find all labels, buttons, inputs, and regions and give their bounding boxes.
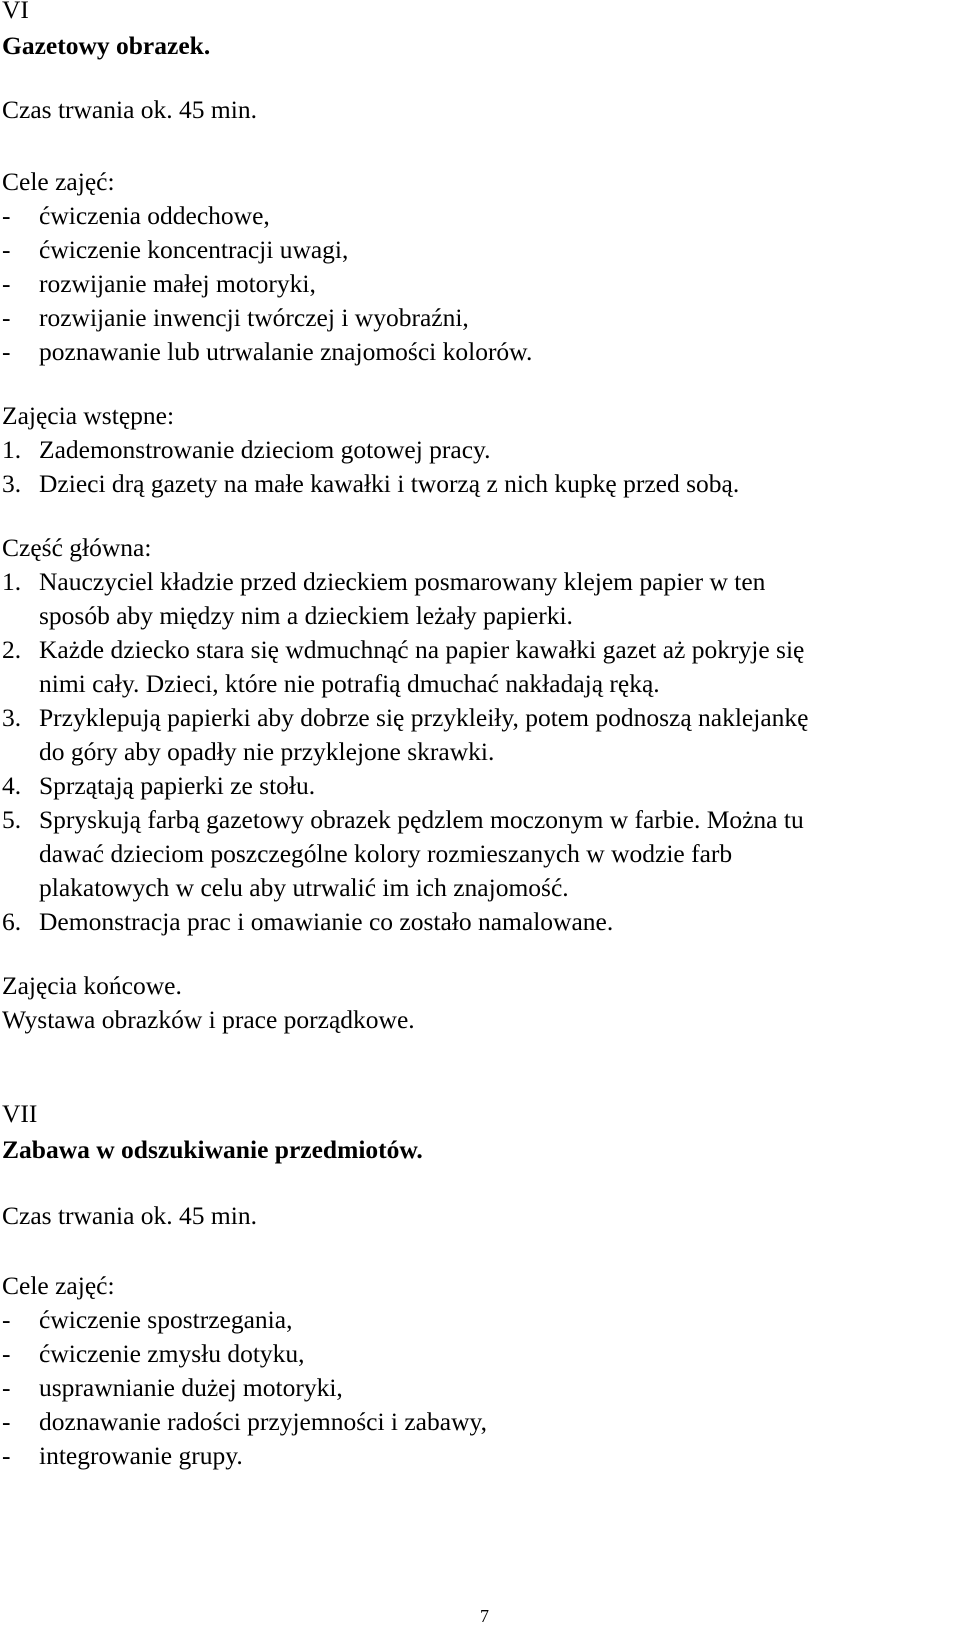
section-6-title: Gazetowy obrazek. (2, 31, 211, 60)
main-step-continuation: nimi cały. Dzieci, które nie potrafią dmuchać nakładają ręką. (39, 669, 660, 698)
main-step-continuation: sposób aby między nim a dzieckiem leżały papierki. (39, 601, 573, 630)
main-step-continuation: dawać dzieciom poszczególne kolory rozmieszanych w wodzie farb (39, 839, 733, 868)
section-7-duration: Czas trwania ok. 45 min. (2, 1201, 257, 1230)
section-7-goals-header: Cele zajęć: (2, 1271, 115, 1300)
end-text: Wystawa obrazków i prace porządkowe. (2, 1005, 415, 1034)
section-6-number: VI (2, 0, 29, 24)
section-6-goals-header: Cele zajęć: (2, 167, 115, 196)
section-7-number: VII (2, 1099, 38, 1128)
main-step-continuation: do góry aby opadły nie przyklejone skrawki. (39, 737, 495, 766)
main-header: Część główna: (2, 533, 152, 562)
section-7-title: Zabawa w odszukiwanie przedmiotów. (2, 1135, 423, 1164)
page-number: 7 (480, 1606, 489, 1626)
end-header: Zajęcia końcowe. (2, 971, 182, 1000)
intro-header: Zajęcia wstępne: (2, 401, 175, 430)
section-6-duration: Czas trwania ok. 45 min. (2, 95, 257, 124)
main-step-continuation: plakatowych w celu aby utrwalić im ich znajomość. (39, 873, 569, 902)
document-page: VI Gazetowy obrazek. Czas trwania ok. 45 min. Cele zajęć: - ćwiczenia oddechowe, - ćwiczenie koncentracji uwagi, - rozwijanie małej motoryki, - rozwijanie inwencji twórczej i wyobraźni, - poznawanie lub utrwalanie znajomości kolorów. Zajęcia wstępne: 1. Zademonstrowanie dzieciom gotowej pracy. 3. Dzieci drą gazety na małe kawałki i tworzą z nich kupkę przed sobą. Część główna: 1. Nauczyciel kładzie przed dzieckiem posmarowany klejem papier w ten sposób aby między nim a dzieckiem leżały papierki. 2. Każde dziecko stara się wdmuchnąć na papier kawałki gazet aż pokryje się nimi cały. Dzieci, które nie potrafią dmuchać nakładają ręką. 3. Przyklepują papierki aby dobrze się przykleiły, potem podnoszą naklejankę do góry aby opadły nie przyklejone skrawki. 4. Sprzątają papierki ze stołu. 5. Spryskują farbą gazetowy obrazek pędzlem moczonym w farbie. Można tu dawać dzieciom poszczególne kolory rozmieszanych w wodzie farb plakatowych w celu aby utrwalić im ich znajomość. 6. Demonstracja prac i omawianie co zostało namalowane. Zajęcia końcowe. Wystawa obrazków i prace porządkowe. VII Zabawa w odszukiwanie przedmiotów. Czas trwania ok. 45 min. Cele zajęć: - ćwiczenie spostrzegania, - ćwiczenie zmysłu dotyku, - usprawnianie dużej motoryki, - doznawanie radości przyjemności i zabawy, - integrowanie grupy. 7 (0, 0, 960, 1636)
